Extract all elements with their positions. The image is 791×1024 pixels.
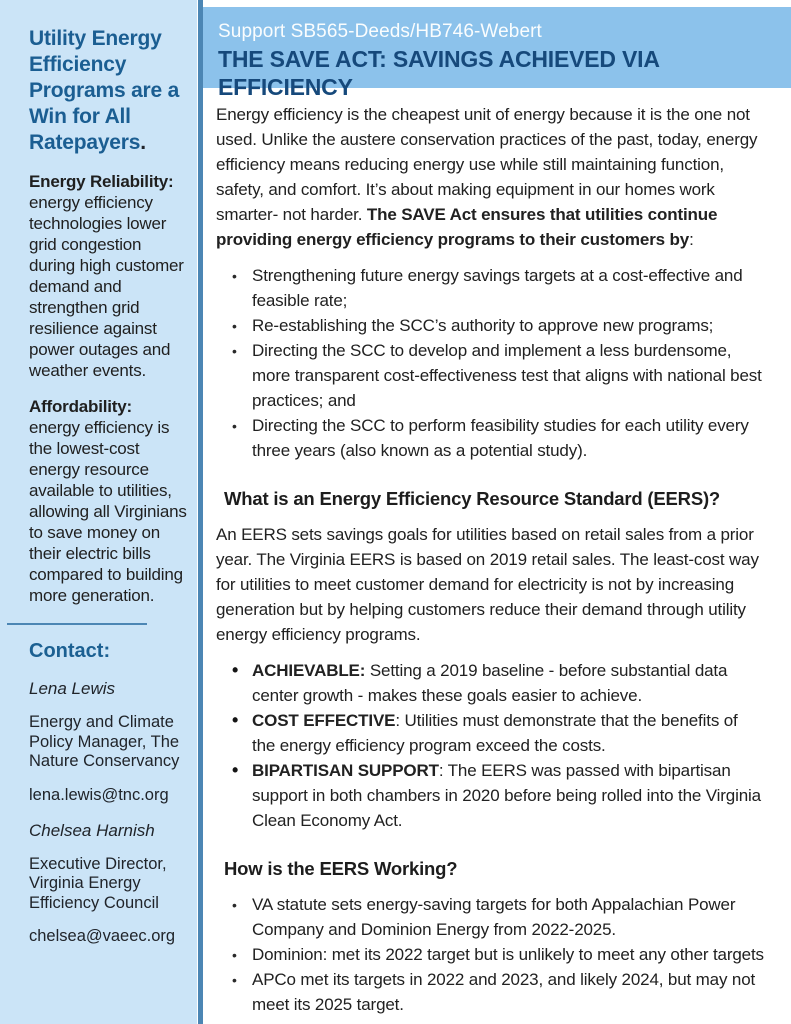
sidebar-section-affordability: Affordability: energy efficiency is the lowest-cost energy resource available to utilities, allowing all Virginians to save money on their electric bills compared to building more generation.: [29, 397, 187, 605]
main-content: [203, 0, 791, 1024]
banner-title: THE SAVE ACT: SAVINGS ACHIEVED VIA EFFICIENCY: [218, 46, 659, 100]
contact-email: chelsea@vaeec.org: [29, 927, 176, 945]
contact-heading: Contact:: [29, 640, 111, 662]
save-act-bullet-list: [216, 263, 765, 463]
sidebar-section-energy-reliability: Energy Reliability: energy efficiency technologies lower grid congestion during high customer demand and strengthen grid resilience against power outages and weather events.: [29, 172, 184, 380]
eers-definition-paragraph: An EERS sets savings goals for utilities based on retail sales from a prior year. The Virginia EERS is based on 2019 retail sales. The least-cost way for utilities to meet customer demand for electricity is not by increasing generation but by helping customers reduce their demand through utility energy efficiency programs.: [216, 525, 759, 644]
list-item: • Directing the SCC to develop and implement a less burdensome, more transparent cost-effectiveness test that aligns with national best practices; and: [229, 338, 765, 413]
list-item: • VA statute sets energy-saving targets for both Appalachian Power Company and Dominion Energy from 2022-2025.: [229, 892, 765, 942]
banner-kicker: Support SB565-Deeds/HB746-Webert: [218, 21, 542, 42]
list-item: • Strengthening future energy savings targets at a cost-effective and feasible rate;: [229, 263, 765, 313]
contact-email: lena.lewis@tnc.org: [29, 785, 169, 804]
intro-paragraph: Energy efficiency is the cheapest unit of energy because it is the one not used. Unlike the austere conservation practices of the past, today, energy efficiency means reducing energy use while still maintaining function, safety, and comfort. It’s about making equipment in our homes work smarter- not harder. The SAVE Act ensures that utilities continue providing energy efficiency programs to their customers by:: [216, 105, 758, 249]
sidebar-divider: [7, 623, 147, 625]
header-banner: [203, 7, 791, 100]
sidebar: [0, 0, 197, 1024]
eers-status-list: [216, 892, 765, 1017]
list-item: • Directing the SCC to perform feasibility studies for each utility every three years (also known as a potential study).: [229, 413, 765, 463]
eers-benefits-list: [216, 658, 765, 833]
contact-role: Executive Director, Virginia Energy Efficiency Council: [29, 854, 167, 912]
list-item: • APCo met its targets in 2022 and 2023, and likely 2024, but may not meet its 2025 target.: [229, 967, 765, 1017]
list-item: • ACHIEVABLE: Setting a 2019 baseline - before substantial data center growth - makes these goals easier to achieve.: [229, 658, 765, 708]
section-heading-eers-working: How is the EERS Working?: [224, 858, 458, 879]
list-item: • Re-establishing the SCC’s authority to approve new programs;: [229, 313, 765, 338]
list-item: • BIPARTISAN SUPPORT: The EERS was passed with bipartisan support in both chambers in 2020 before being rolled into the Virginia Clean Economy Act.: [229, 758, 765, 833]
list-item: • COST EFFECTIVE: Utilities must demonstrate that the benefits of the energy efficiency program exceed the costs.: [229, 708, 765, 758]
section-heading-eers-definition: What is an Energy Efficiency Resource Standard (EERS)?: [224, 488, 721, 509]
list-item: • Dominion: met its 2022 target but is unlikely to meet any other targets: [229, 942, 765, 967]
contact-name: Chelsea Harnish: [29, 820, 155, 840]
body-content: [203, 88, 791, 1017]
contact-role: Energy and Climate Policy Manager, The Nature Conservancy: [29, 713, 180, 770]
sidebar-title: Utility Energy Efficiency Programs are a Win for All Ratepayers.: [29, 27, 180, 154]
contact-name: Lena Lewis: [29, 679, 116, 698]
